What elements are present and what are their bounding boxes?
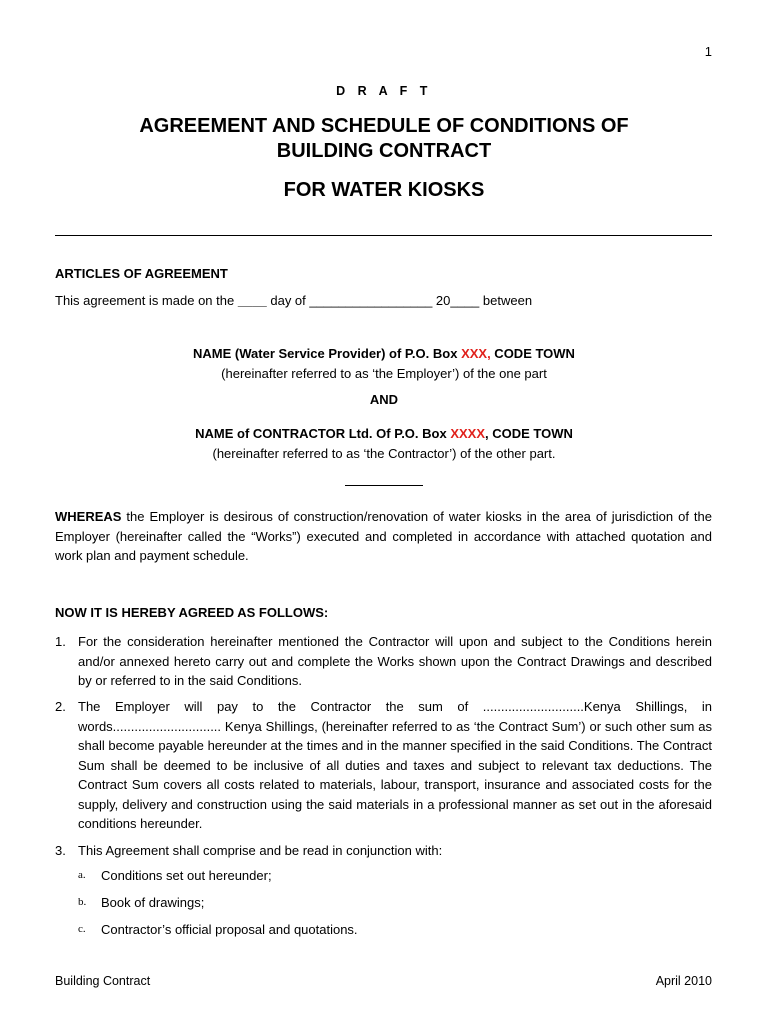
subitem-letter: a. (78, 869, 86, 881)
agreement-date-line (55, 293, 532, 308)
clause-text: For the consideration hereinafter mentioned the Contractor will upon and subject to the Conditions herein and/or annexed hereto carry out and complete the Works shown upon the Contract Drawings and described by or referred to in the said Conditions. (78, 634, 712, 688)
subitem-a (78, 868, 712, 883)
contractor-referred: (hereinafter referred to as ‘the Contractor’) of the other part. (212, 446, 556, 461)
made-mid: day of _________________ 20____ between (266, 293, 533, 308)
footer-date: April 2010 (655, 974, 712, 988)
whereas-keyword: WHEREAS (55, 509, 122, 524)
clause-2 (55, 697, 712, 834)
employer-name-line (0, 346, 768, 361)
clause-text: The Employer will pay to the Contractor the sum of ............................Kenya Shillings, in words.............................. Kenya Shillings, (hereinafter referred to as ‘the Contract Sum’) or such other sum as shall become payable hereunder at the times and in the manner specified in the said Conditions. The Contract Sum shall be deemed to be inclusive of all duties and taxes and subject to relevant tax deductions. The Contract Sum covers all costs related to materials, labour, transport, insurance and associated costs for the supply, delivery and construction using the said materials in a professional manner as set out in the aforesaid conditions hereunder. (78, 699, 712, 831)
whereas-text: the Employer is desirous of construction/renovation of water kiosks in the area of jurisdiction of the Employer (hereinafter called the “Works”) executed and completed in accordance with attached quotation and work plan and payment schedule. (55, 509, 712, 563)
subitem-b (78, 895, 712, 910)
and-label: AND (369, 392, 399, 407)
document-title (0, 114, 768, 164)
clause-3 (55, 841, 712, 861)
subitem-letter: c. (78, 923, 86, 935)
title-divider (55, 235, 712, 236)
clause-number: 1. (55, 634, 66, 649)
draft-label: D R A F T (336, 84, 432, 98)
contractor-box: XXXX (450, 426, 485, 441)
title-line-2: BUILDING CONTRACT (276, 140, 492, 162)
employer-town: CODE TOWN (490, 346, 575, 361)
contractor-name: NAME of CONTRACTOR Ltd. Of P.O. Box (195, 426, 451, 441)
clause-number: 3. (55, 843, 66, 858)
document-subtitle: FOR WATER KIOSKS (283, 179, 485, 201)
subitem-letter: b. (78, 896, 87, 908)
subitem-text: Conditions set out hereunder; (101, 868, 272, 883)
page-number: 1 (704, 44, 712, 59)
made-prefix: This agreement is made on the (55, 293, 238, 308)
subitem-c (78, 922, 712, 937)
short-separator (345, 485, 423, 486)
employer-box: XXX, (461, 346, 491, 361)
contractor-town: , CODE TOWN (485, 426, 573, 441)
clause-1 (55, 632, 712, 691)
title-line-1: AGREEMENT AND SCHEDULE OF CONDITIONS OF (139, 115, 629, 137)
subitem-text: Book of drawings; (101, 895, 205, 910)
footer-title: Building Contract (55, 974, 151, 988)
employer-name: NAME (Water Service Provider) of P.O. Box (193, 346, 462, 361)
clause-text: This Agreement shall comprise and be read in conjunction with: (78, 843, 443, 858)
clause-number: 2. (55, 699, 66, 714)
agreed-heading: NOW IT IS HEREBY AGREED AS FOLLOWS: (55, 605, 329, 620)
whereas-paragraph (55, 507, 712, 566)
contractor-name-line (0, 426, 768, 441)
day-blank: ____ (237, 293, 267, 308)
subitem-text: Contractor’s official proposal and quotations. (101, 922, 358, 937)
articles-heading: ARTICLES OF AGREEMENT (55, 266, 228, 281)
employer-referred: (hereinafter referred to as ‘the Employer’) of the one part (221, 366, 547, 381)
